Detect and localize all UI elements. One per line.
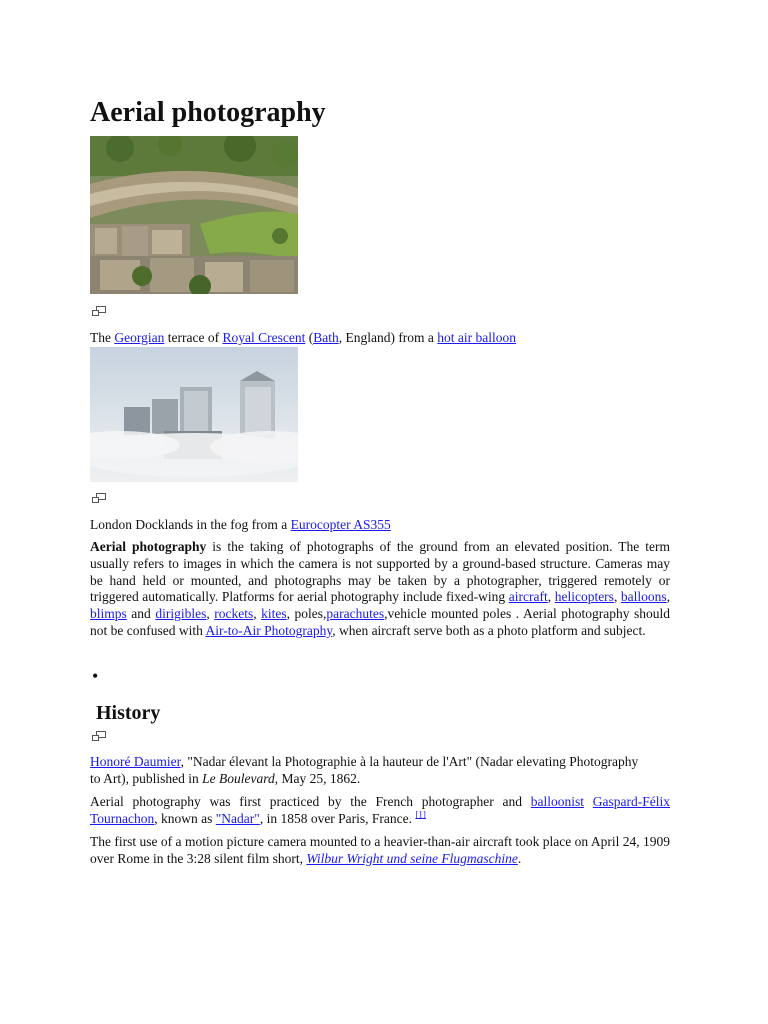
- link-dirigibles[interactable]: dirigibles: [155, 606, 207, 622]
- magnify-clip-icon[interactable]: [92, 493, 106, 503]
- history-figure-caption: Honoré Daumier, "Nadar élevant la Photographie à la hauteur de l'Art" (Nadar elevating Photography to Art), published in Le Boulevard, May 25, 1862.: [90, 754, 639, 786]
- link-balloonist[interactable]: balloonist: [530, 794, 585, 809]
- magnify-clip-icon[interactable]: [92, 306, 106, 316]
- link-royal-crescent[interactable]: Royal Crescent: [222, 330, 306, 345]
- history-paragraph-1: Aerial photography was first practiced by the French photographer and balloonist Gaspard-Félix Tournachon, known as "Nadar", in 1858 over Paris, France. [1]: [90, 794, 671, 826]
- link-rockets[interactable]: rockets: [214, 606, 254, 622]
- link-blimps[interactable]: blimps: [90, 606, 127, 622]
- royal-crescent-photo[interactable]: [90, 136, 298, 294]
- link-air-to-air-photography[interactable]: Air-to-Air Photography: [205, 622, 333, 638]
- link-parachutes[interactable]: parachutes: [326, 606, 385, 622]
- link-bath[interactable]: Bath: [313, 330, 339, 345]
- section-heading-history: History: [96, 702, 161, 724]
- page-title: Aerial photography: [90, 97, 326, 128]
- link-helicopters[interactable]: helicopters: [554, 589, 614, 605]
- link-wilbur-wright-film[interactable]: Wilbur Wright und seine Flugmaschine: [306, 850, 518, 866]
- intro-paragraph: Aerial photography is the taking of photographs of the ground from an elevated position. The term usually refers to images in which the camera is not supported by a ground-based structure. Cameras may be hand held or mounted, and photographs may be taken by a photographer, triggered remotely or triggered automatically. Platforms for aerial photography include fixed-wing aircraft, helicopters, balloons, blimps and dirigibles, rockets, kites, poles,parachutes,vehicle mounted poles . Aerial photography should not be confused with Air-to-Air Photography, when aircraft serve both as a photo platform and subject.: [90, 539, 671, 638]
- figure-caption: The Georgian terrace of Royal Crescent (Bath, England) from a hot air balloon: [90, 330, 517, 345]
- link-balloons[interactable]: balloons: [620, 589, 667, 605]
- link-hot-air-balloon[interactable]: hot air balloon: [437, 330, 517, 345]
- link-eurocopter-as355[interactable]: Eurocopter AS355: [290, 517, 391, 532]
- toc-bullet: •: [92, 666, 99, 686]
- link-honore-daumier[interactable]: Honoré Daumier: [90, 754, 181, 769]
- link-gaspard-felix-tournachon[interactable]: Gaspard-Félix Tournachon: [90, 794, 671, 826]
- london-docklands-photo[interactable]: [90, 347, 298, 482]
- link-aircraft[interactable]: aircraft: [508, 589, 548, 605]
- link-georgian[interactable]: Georgian: [114, 330, 165, 345]
- figure-caption: London Docklands in the fog from a Eurocopter AS355: [90, 517, 391, 532]
- link-kites[interactable]: kites: [261, 606, 287, 622]
- link-nadar[interactable]: "Nadar": [215, 810, 260, 826]
- magnify-clip-icon[interactable]: [92, 731, 106, 741]
- history-paragraph-2: The first use of a motion picture camera mounted to a heavier-than-air aircraft took place on April 24, 1909 over Rome in the 3:28 silent film short, Wilbur Wright und seine Flugmaschine.: [90, 834, 670, 866]
- reference-link-1[interactable]: [1]: [415, 809, 426, 820]
